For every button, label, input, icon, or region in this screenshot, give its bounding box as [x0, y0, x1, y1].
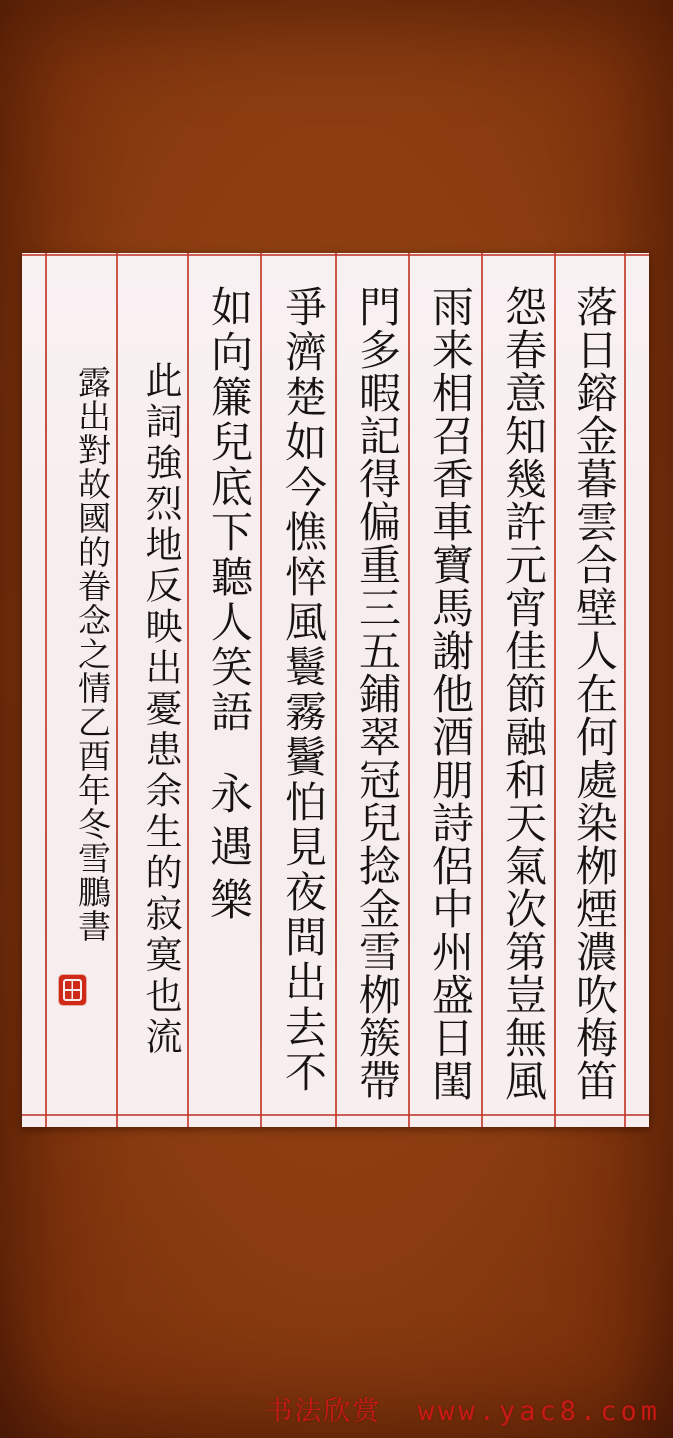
poem-title: 永遇樂: [203, 771, 253, 930]
poem-column-6: 如向簾兒底下聽人笑語: [205, 285, 254, 735]
calligraphy-paper: [22, 253, 649, 1127]
watermark-site-name: 书法欣赏: [265, 1396, 382, 1427]
column-rule: [624, 253, 626, 1127]
poem-column-2: 怨春意知幾許元宵佳節融和天氣次第豈無風: [499, 285, 548, 1102]
poem-column-4: 門多暇記得偏重三五鋪翠冠兒捻金雪栁簇帶: [353, 285, 402, 1102]
signature-seal: [59, 975, 86, 1005]
site-watermark: [265, 1389, 661, 1428]
colophon-column-1: 此詞強烈地反映出憂患余生的寂寞也流: [139, 361, 182, 1058]
seal-glyph: [63, 979, 82, 1001]
poem-column-5: 爭濟楚如今憔悴風鬟霧鬢怕見夜間出去不: [279, 285, 328, 1095]
poem-column-1: 落日鎔金暮雲合壁人在何處染栁煙濃吹梅笛: [570, 285, 619, 1102]
watermark-site-url: www.yac8.com: [417, 1396, 661, 1427]
poem-column-3: 雨来相召香車寶馬謝他酒朋詩侶中州盛日閨: [426, 285, 475, 1102]
colophon-column-2: 露出對故國的眷念之情乙酉年冬雪鵬書: [73, 365, 112, 943]
column-rule: [260, 253, 262, 1127]
